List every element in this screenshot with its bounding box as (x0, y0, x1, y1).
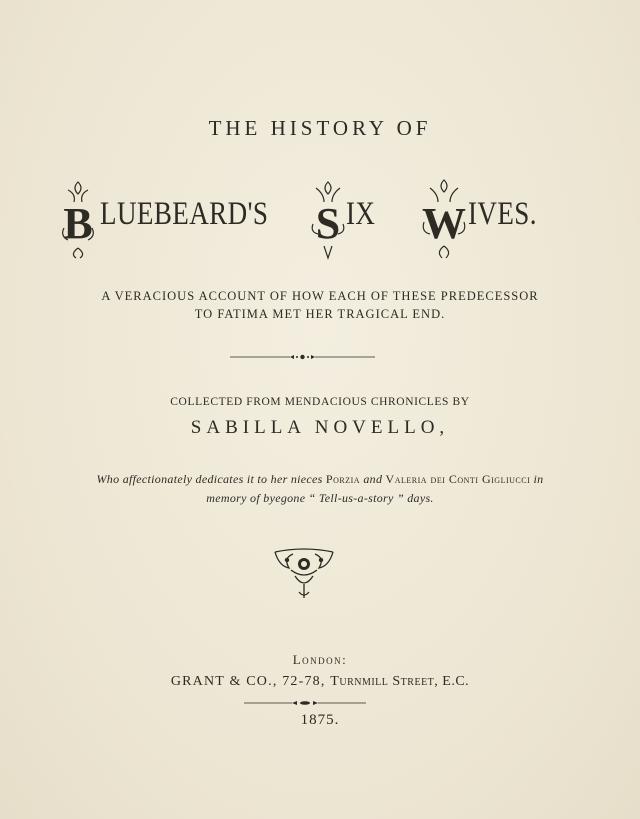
niece-name-1: Porzia (325, 472, 361, 486)
subtitle-line-2: TO FATIMA MET HER TRAGICAL END. (194, 307, 446, 321)
subtitle (0, 287, 640, 323)
dedication-line-1 (0, 470, 640, 489)
dedication-text-1: Who affectionately dedicates it to her nieces (96, 472, 326, 486)
dedication-line-2: memory of byegone “ Tell-us-a-story ” days. (206, 491, 434, 505)
imprint-publisher (0, 674, 640, 690)
floral-vignette-icon (273, 548, 335, 600)
author-name: SABILLA NOVELLO, (190, 417, 450, 438)
ornamental-dropcap-s-icon (308, 178, 348, 260)
dedication (0, 470, 640, 508)
ornamental-dropcap-b-icon (58, 178, 98, 260)
dropcap-s-letter: S (315, 199, 341, 248)
dropcap-w-letter: W (422, 199, 466, 248)
title-word-six: IX (346, 196, 376, 232)
imprint-year: 1875. (300, 712, 340, 728)
title-top: THE HISTORY OF (208, 116, 432, 140)
collected-by: COLLECTED FROM MENDACIOUS CHRONICLES BY (170, 396, 470, 408)
ornamental-dropcap-w-icon (420, 178, 468, 260)
ornamental-rule-2-icon (244, 698, 366, 708)
subtitle-line-1: A VERACIOUS ACCOUNT OF HOW EACH OF THESE PREDECESSOR (101, 289, 539, 303)
title-word-bluebeards: LUEBEARD'S (100, 196, 269, 232)
ornamental-rule-icon (230, 352, 375, 362)
title-word-wives: IVES. (468, 196, 537, 232)
dropcap-b-letter: B (63, 199, 93, 248)
niece-name-2: Valeria dei Conti Gigliucci (385, 472, 531, 486)
dedication-text-2: and (360, 472, 386, 486)
publisher-name: GRANT & CO., 72-78, (170, 674, 326, 689)
publisher-street: Turnmill Street, E.C. (330, 674, 470, 689)
main-title (58, 178, 558, 270)
imprint-city: London: (292, 652, 348, 667)
dedication-text-3: in (530, 472, 544, 486)
